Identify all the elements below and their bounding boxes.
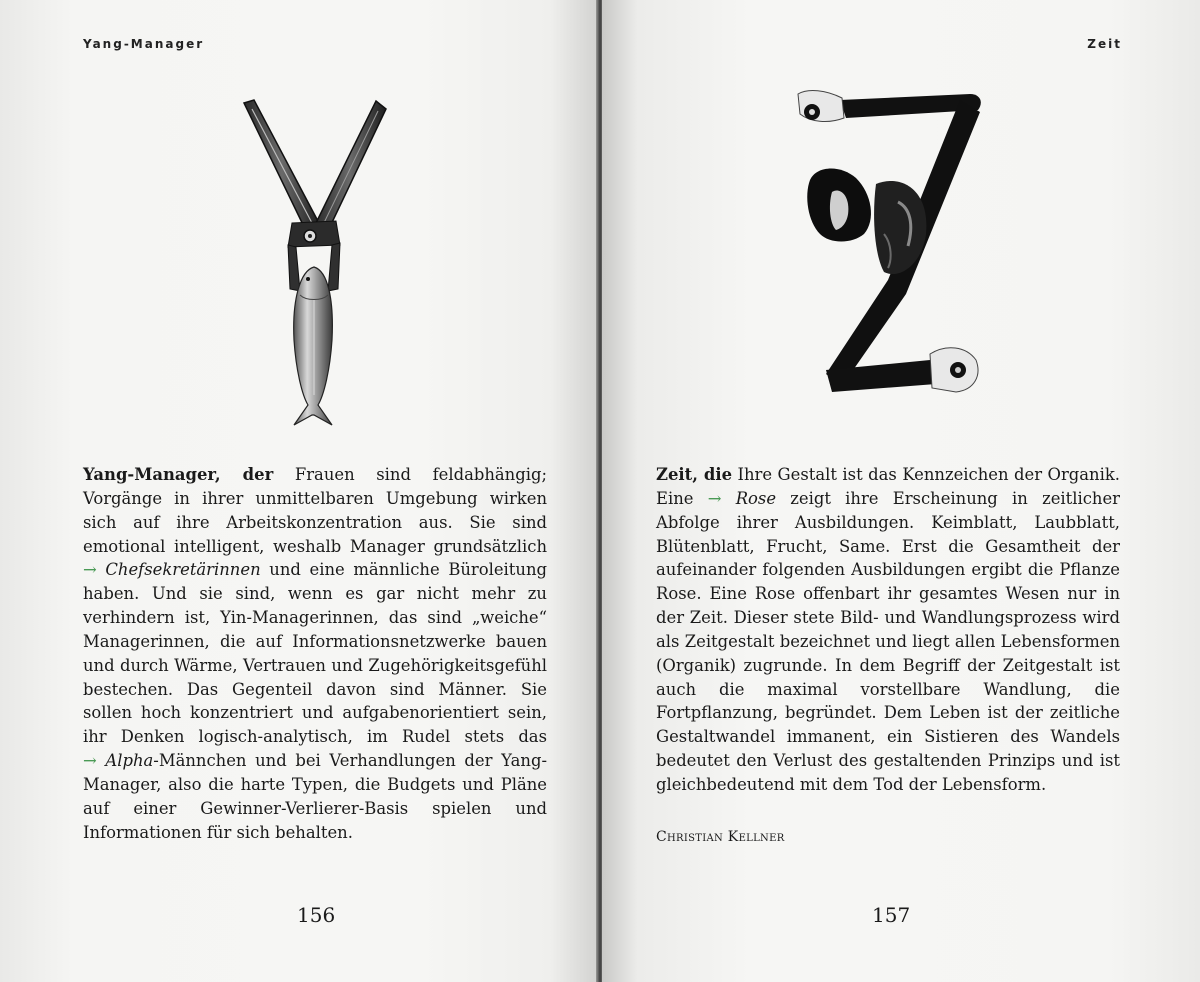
author-name: Christian Kellner [656,829,785,845]
scissors-fish-illustration [228,95,400,435]
entry-text-part: Frauen sind feldabhängig; Vorgänge in ihrer unmittelbaren Umgebung wirken sich auf ihre Arbeitskonzentration aus. Sie sind emotional intelligent, weshalb Manager grundsätzlich [83,465,547,556]
entry-text-zeit [656,463,1120,797]
cross-reference-link[interactable]: Alpha [105,751,154,771]
page-number-right: 157 [872,903,911,927]
cross-reference-arrow-icon: → [83,751,97,771]
entry-lemma: Yang-Manager, der [83,465,274,484]
page-number-left: 156 [297,903,336,927]
entry-lemma: Zeit, die [656,465,732,484]
running-head-left: Yang-Manager [83,37,205,51]
entry-text-part: -Männchen und bei Verhandlungen der Yang-Manager, also die harte Typen, die Budgets und Pläne auf einer Gewinner-Verlierer-Basis spielen und Informationen für sich behalten. [83,751,547,842]
entry-text-part: Ihre Gestalt ist das Kennzeichen der Organik. Eine [656,465,1120,508]
entry-text-part: und eine männliche Büroleitung haben. Und sie sind, wenn es gar nicht mehr zu verhindern ist, Yin-Managerinnen, das sind „weiche“ Managerinnen, die auf Informationsnetzwerke bauen und durch Wärme, Vertrauen und Zugehörigkeitsgefühl bestechen. Das Gegenteil davon sind Männer. Sie sollen hoch konzentriert und aufgabenorientiert sein, ihr Denken logisch-analytisch, im Rudel stets das [83,560,547,747]
cross-reference-link[interactable]: Chefsekretärinnen [105,560,261,580]
entry-text-part: zeigt ihre Erscheinung in zeitlicher Abfolge ihrer Ausbildungen. Keimblatt, Laubblatt, Blütenblatt, Frucht, Same. Erst die Gesamtheit der aufeinander folgenden Ausbildungen ergibt die Pflanze Rose. Eine Rose offenbart ihr gesamtes Wesen nur in der Zeit. Dieser stete Bild- und Wandlungsprozess wird als Zeitgestalt bezeichnet und liegt allen Lebensformen (Organik) zugrunde. In dem Begriff der Zeitgestalt ist auch die maximal vorstellbare Wandlung, die Fortpflanzung, begründet. Dem Leben ist der zeitliche Gestaltwandel immanent, ein Sistieren des Wandels bedeutet den Verlust des gestaltenden Prinzips und ist gleichbedeutend mit dem Tod der Lebensform. [656,488,1120,794]
left-page [0,0,598,982]
cross-reference-link[interactable]: Rose [735,488,777,508]
cross-reference-arrow-icon: → [83,560,97,580]
cross-reference-arrow-icon: → [707,488,722,508]
right-page [602,0,1200,982]
running-head-right: Zeit [1087,37,1122,51]
human-figure-z-illustration [780,84,1002,402]
entry-text-yang-manager [83,463,547,845]
